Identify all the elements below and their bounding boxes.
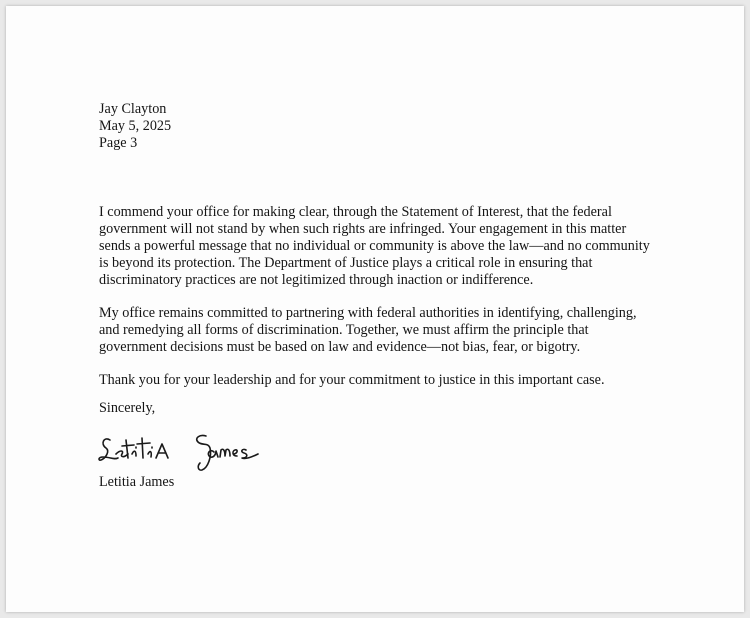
letter-date: May 5, 2025 [99,118,172,134]
body-line: sends a powerful message that no individual or community is above the law—and no community [99,238,650,254]
paragraph-commendation [99,204,674,289]
body-line: is beyond its protection. The Department of Justice plays a critical role in ensuring that [99,255,593,271]
signer-name: Letitia James [99,474,175,490]
body-line: discriminatory practices are not legitimized through inaction or indifference. [99,272,534,288]
paragraph-commitment [99,305,674,356]
body-line: government decisions must be based on law and evidence—not bias, fear, or bigotry. [99,339,581,355]
body-line: My office remains committed to partnering with federal authorities in identifying, challenging, [99,305,637,321]
recipient-name: Jay Clayton [99,101,167,117]
paragraph-thanks [99,372,674,389]
body-line: and remedying all forms of discrimination. Together, we must affirm the principle that [99,322,589,338]
body-line: I commend your office for making clear, through the Statement of Interest, that the federal [99,204,612,220]
body-line: government will not stand by when such rights are infringed. Your engagement in this matter [99,221,627,237]
closing-salutation: Sincerely, [99,400,156,416]
handwritten-signature [96,426,276,476]
letter-header [99,101,171,152]
body-line: Thank you for your leadership and for your commitment to justice in this important case. [99,372,605,388]
letter-body [99,204,674,405]
page-number: Page 3 [99,135,138,151]
